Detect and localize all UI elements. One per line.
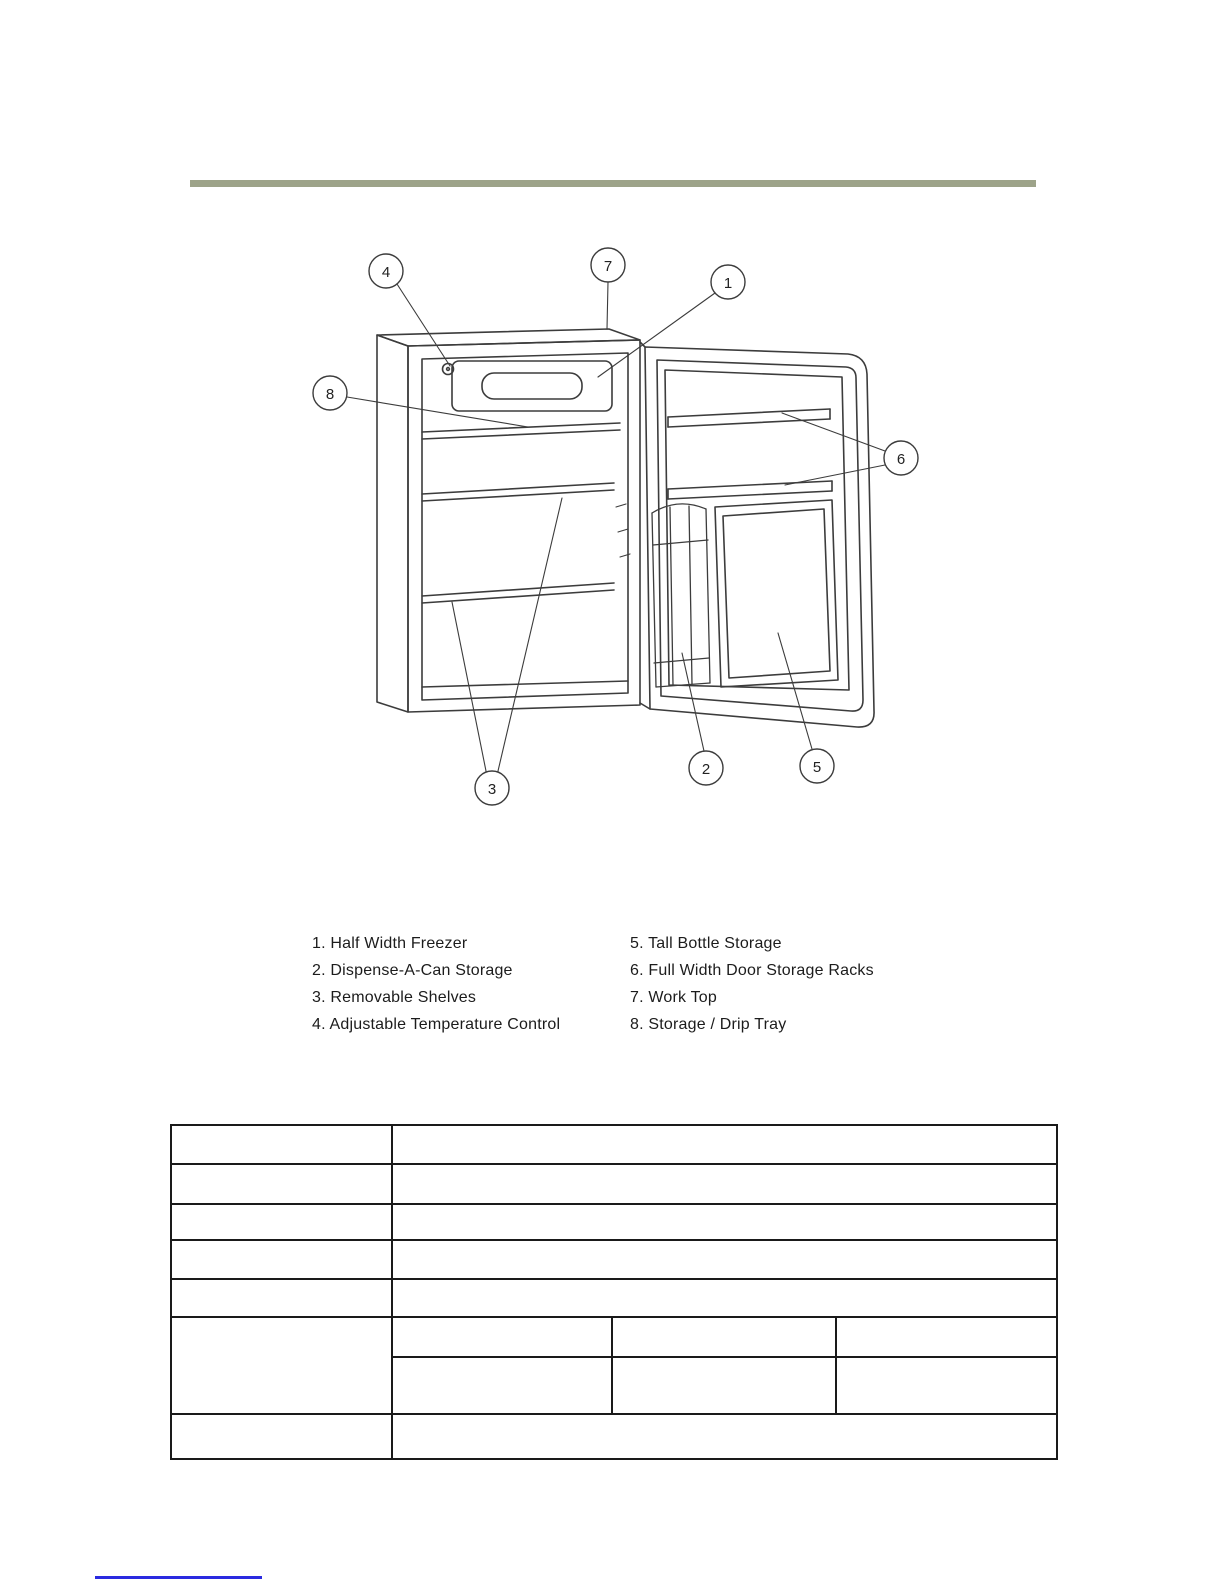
table-cell	[836, 1357, 1057, 1414]
parts-list-item: 5. Tall Bottle Storage	[630, 935, 782, 952]
callout-1	[711, 265, 745, 299]
table-cell	[392, 1125, 1057, 1164]
callout-6	[884, 441, 918, 475]
table-cell	[392, 1317, 612, 1357]
callout-6-number: 6	[896, 451, 906, 468]
table-cell	[392, 1204, 1057, 1240]
table-cell	[612, 1317, 836, 1357]
callout-3	[475, 771, 509, 805]
callout-2-number: 2	[701, 761, 711, 778]
freezer-compartment	[452, 361, 612, 411]
parts-list-right	[630, 930, 874, 1038]
callout-7-number: 7	[603, 258, 613, 275]
callout-8-number: 8	[325, 386, 335, 403]
spec-table	[170, 1124, 1058, 1460]
parts-list-item: 3. Removable Shelves	[312, 989, 477, 1006]
removable-shelf-upper	[422, 483, 614, 501]
parts-list-item: 4. Adjustable Temperature Control	[312, 1016, 561, 1033]
callout-8	[313, 376, 347, 410]
table-cell	[171, 1317, 392, 1414]
callout-7	[591, 248, 625, 282]
table-cell	[392, 1240, 1057, 1279]
removable-shelf-lower	[422, 583, 614, 603]
parts-list-item: 6. Full Width Door Storage Racks	[630, 962, 874, 979]
table-cell	[171, 1240, 392, 1279]
table-cell	[836, 1317, 1057, 1357]
table-cell	[392, 1279, 1057, 1317]
table-cell	[171, 1279, 392, 1317]
table-cell	[171, 1125, 392, 1164]
fridge-cabinet	[377, 329, 650, 712]
callout-4-number: 4	[381, 264, 391, 281]
door-rack-lower	[668, 481, 832, 499]
tall-bottle-storage	[715, 500, 838, 687]
fridge-door	[645, 347, 874, 727]
parts-list-left	[312, 930, 560, 1038]
parts-list-item: 2. Dispense-A-Can Storage	[312, 962, 513, 979]
footer-link[interactable]	[95, 1576, 262, 1579]
callout-2	[689, 751, 723, 785]
door-rack-upper	[668, 409, 830, 427]
table-cell	[171, 1204, 392, 1240]
callout-leader-lines	[347, 282, 885, 771]
table-cell	[612, 1357, 836, 1414]
table-cell	[392, 1357, 612, 1414]
table-cell	[171, 1164, 392, 1204]
table-cell	[392, 1414, 1057, 1459]
callout-5	[800, 749, 834, 783]
fridge-diagram	[300, 235, 940, 825]
callout-3-number: 3	[487, 781, 497, 798]
callout-1-number: 1	[723, 275, 733, 292]
parts-list-item: 1. Half Width Freezer	[312, 935, 468, 952]
header-rule	[190, 180, 1036, 187]
callout-5-number: 5	[812, 759, 822, 776]
parts-list-item: 7. Work Top	[630, 989, 717, 1006]
callout-4	[369, 254, 403, 288]
parts-list-item: 8. Storage / Drip Tray	[630, 1016, 787, 1033]
table-cell	[392, 1164, 1057, 1204]
table-cell	[171, 1414, 392, 1459]
